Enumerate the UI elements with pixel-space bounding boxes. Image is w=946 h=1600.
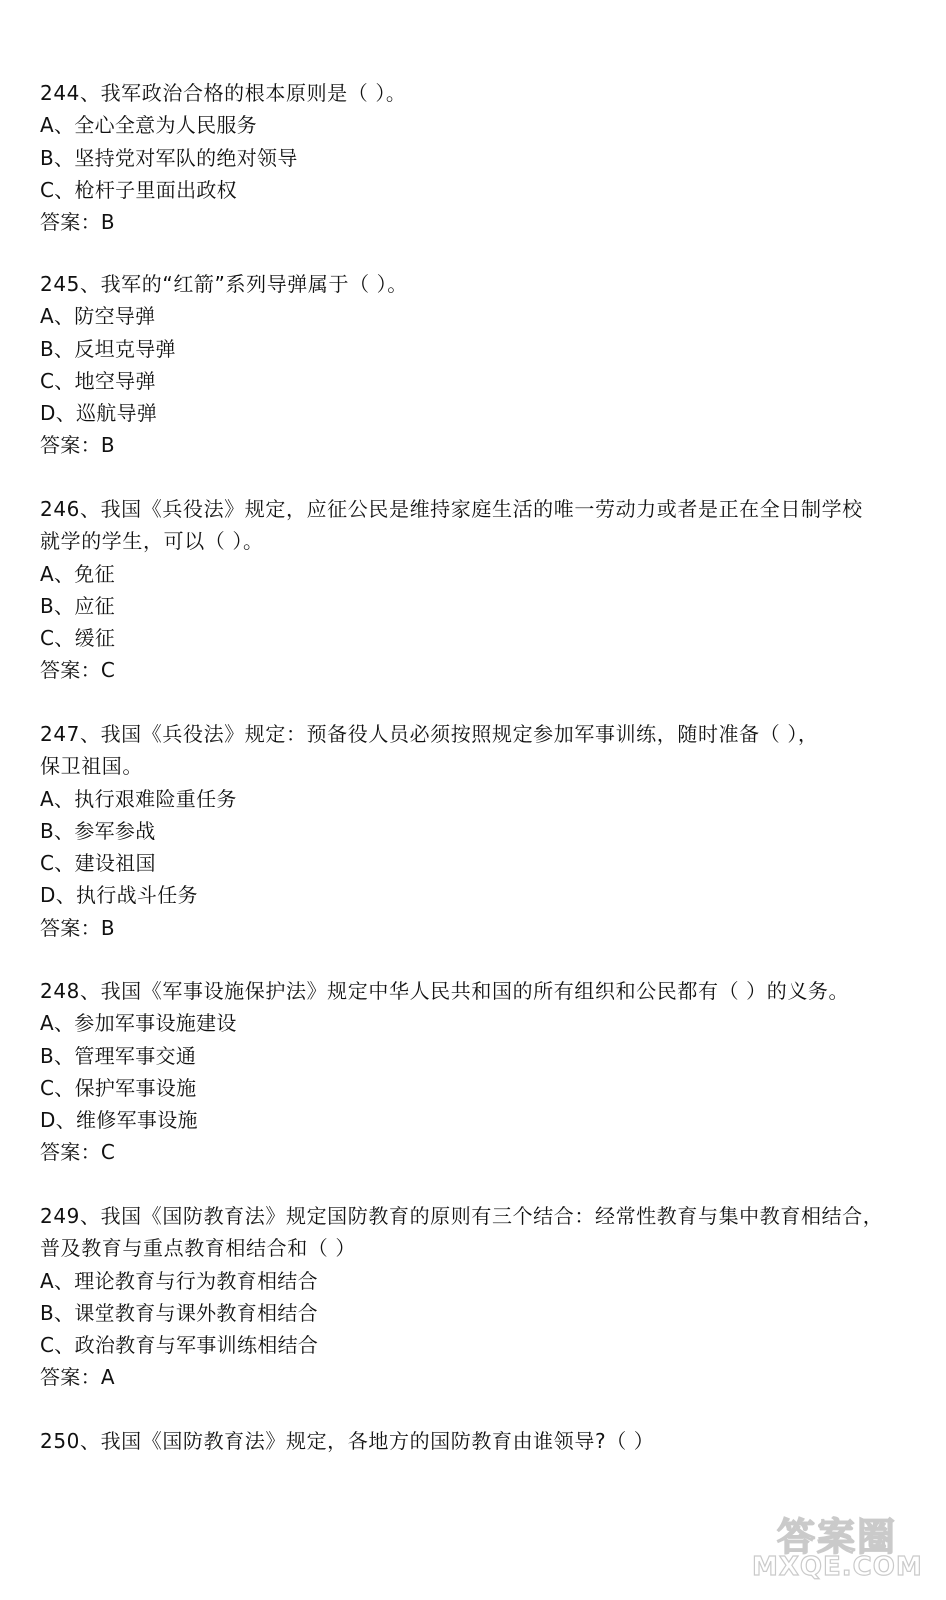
question-stem: 246、我国《兵役法》规定，应征公民是维持家庭生活的唯一劳动力或者是正在全日制学校	[40, 497, 863, 521]
option-d: D、维修军事设施	[40, 1108, 198, 1133]
option-c: C、政治教育与军事训练相结合	[40, 1333, 319, 1358]
question-stem: 248、我国《军事设施保护法》规定中华人民共和国的所有组织和公民都有（ ）的义务。	[40, 979, 850, 1003]
question-246	[40, 493, 906, 687]
question-247	[40, 718, 906, 944]
question-stem-continued: 保卫祖国。	[40, 754, 143, 779]
option-d: D、巡航导弹	[40, 401, 158, 426]
question-stem-continued: 就学的学生，可以（ ）。	[40, 529, 264, 554]
question-250	[40, 1425, 906, 1457]
watermark-logo	[752, 1506, 922, 1586]
answer-line: 答案：C	[40, 658, 116, 683]
option-c: C、地空导弹	[40, 368, 156, 393]
answer-line: 答案：B	[40, 433, 115, 458]
answer-line: 答案：C	[40, 1140, 116, 1165]
option-b: B、课堂教育与课外教育相结合	[40, 1300, 318, 1325]
question-stem: 247、我国《兵役法》规定：预备役人员必须按照规定参加军事训练，随时准备（ ），	[40, 722, 819, 746]
option-b: B、坚持党对军队的绝对领导	[40, 145, 298, 170]
question-249	[40, 1200, 906, 1394]
option-d: D、执行战斗任务	[40, 883, 198, 908]
question-248	[40, 975, 906, 1169]
question-stem: 250、我国《国防教育法》规定，各地方的国防教育由谁领导?（ ）	[40, 1429, 655, 1453]
option-b: B、反坦克导弹	[40, 336, 176, 361]
option-b: B、应征	[40, 593, 115, 618]
option-a: A、理论教育与行为教育相结合	[40, 1268, 318, 1293]
question-245	[40, 268, 906, 462]
option-a: A、参加军事设施建设	[40, 1011, 237, 1036]
watermark-text-en: MXQE.COM	[752, 1552, 923, 1582]
question-stem: 244、我军政治合格的根本原则是（ ）。	[40, 81, 407, 105]
watermark-text-cn: 答案圈	[776, 1515, 897, 1559]
answer-line: 答案：A	[40, 1365, 115, 1390]
answer-line: 答案：B	[40, 915, 115, 940]
question-stem: 245、我军的“红箭”系列导弹属于（ ）。	[40, 272, 408, 296]
option-b: B、管理军事交通	[40, 1043, 197, 1068]
option-b: B、参军参战	[40, 818, 156, 843]
option-a: A、执行艰难险重任务	[40, 786, 237, 811]
option-a: A、全心全意为人民服务	[40, 113, 257, 138]
option-c: C、枪杆子里面出政权	[40, 177, 237, 202]
option-a: A、免征	[40, 561, 115, 586]
question-stem-continued: 普及教育与重点教育相结合和（ ）	[40, 1236, 356, 1261]
option-c: C、建设祖国	[40, 851, 156, 876]
question-244	[40, 77, 906, 238]
answer-line: 答案：B	[40, 210, 115, 235]
option-c: C、保护军事设施	[40, 1075, 197, 1100]
option-c: C、缓征	[40, 626, 116, 651]
question-stem: 249、我国《国防教育法》规定国防教育的原则有三个结合：经常性教育与集中教育相结合，	[40, 1204, 884, 1228]
option-a: A、防空导弹	[40, 304, 156, 329]
